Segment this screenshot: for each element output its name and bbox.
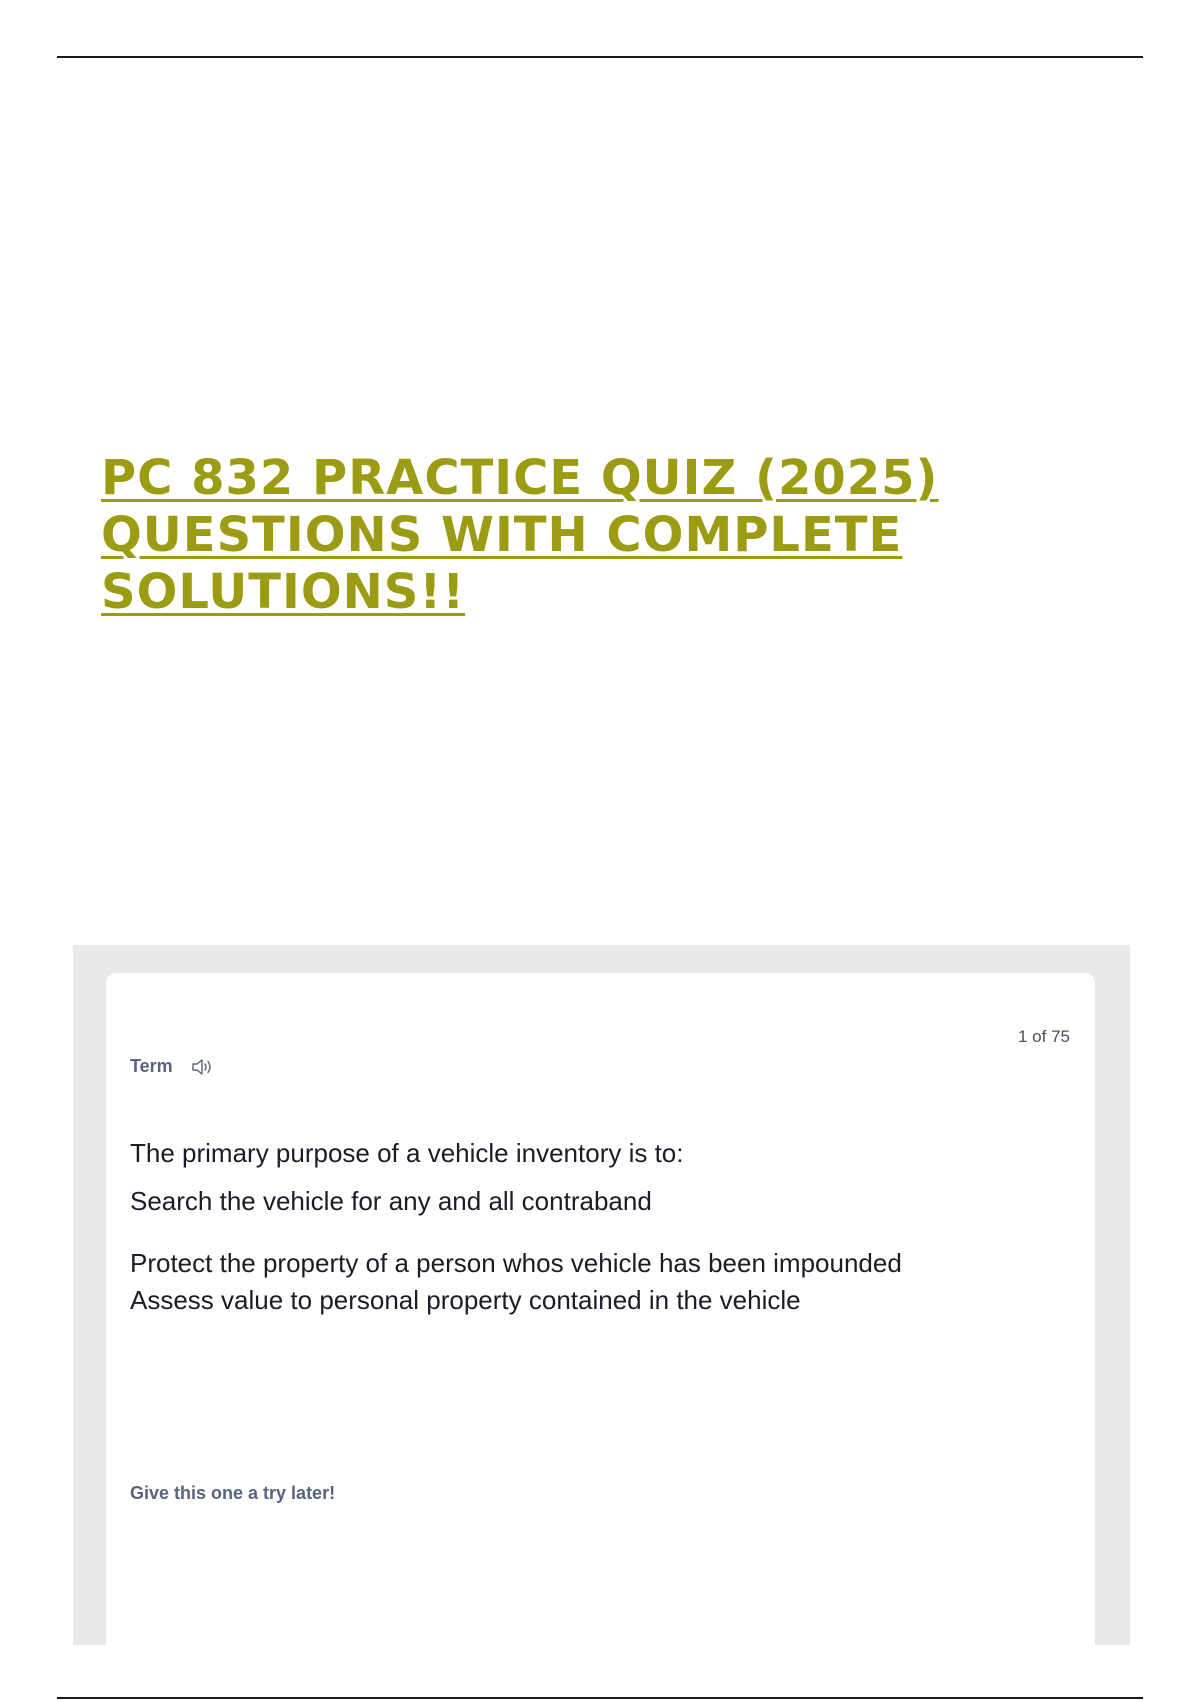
title-line-2: QUESTIONS WITH COMPLETE [101,507,903,563]
option-3: Assess value to personal property contained in the vehicle [130,1285,801,1315]
flashcard[interactable] [106,973,1095,1653]
card-counter: 1 of 75 [1018,1027,1070,1046]
option-1: Search the vehicle for any and all contraband [130,1186,652,1216]
title-line-3: SOLUTIONS!! [101,564,466,620]
term-label: Term [130,1056,173,1076]
top-rule [57,56,1143,58]
speaker-icon[interactable] [191,1058,213,1076]
question-text: The primary purpose of a vehicle inventory is to: [130,1138,684,1168]
term-header [130,1056,213,1077]
question-block [130,1135,1070,1319]
bottom-rule [57,1697,1143,1699]
document-title [101,450,1101,621]
option-2: Protect the property of a person whos vehicle has been impounded [130,1248,902,1278]
flashcard-frame [73,945,1130,1645]
try-later-link[interactable]: Give this one a try later! [130,1483,336,1503]
title-line-1: PC 832 PRACTICE QUIZ (2025) [101,450,939,506]
